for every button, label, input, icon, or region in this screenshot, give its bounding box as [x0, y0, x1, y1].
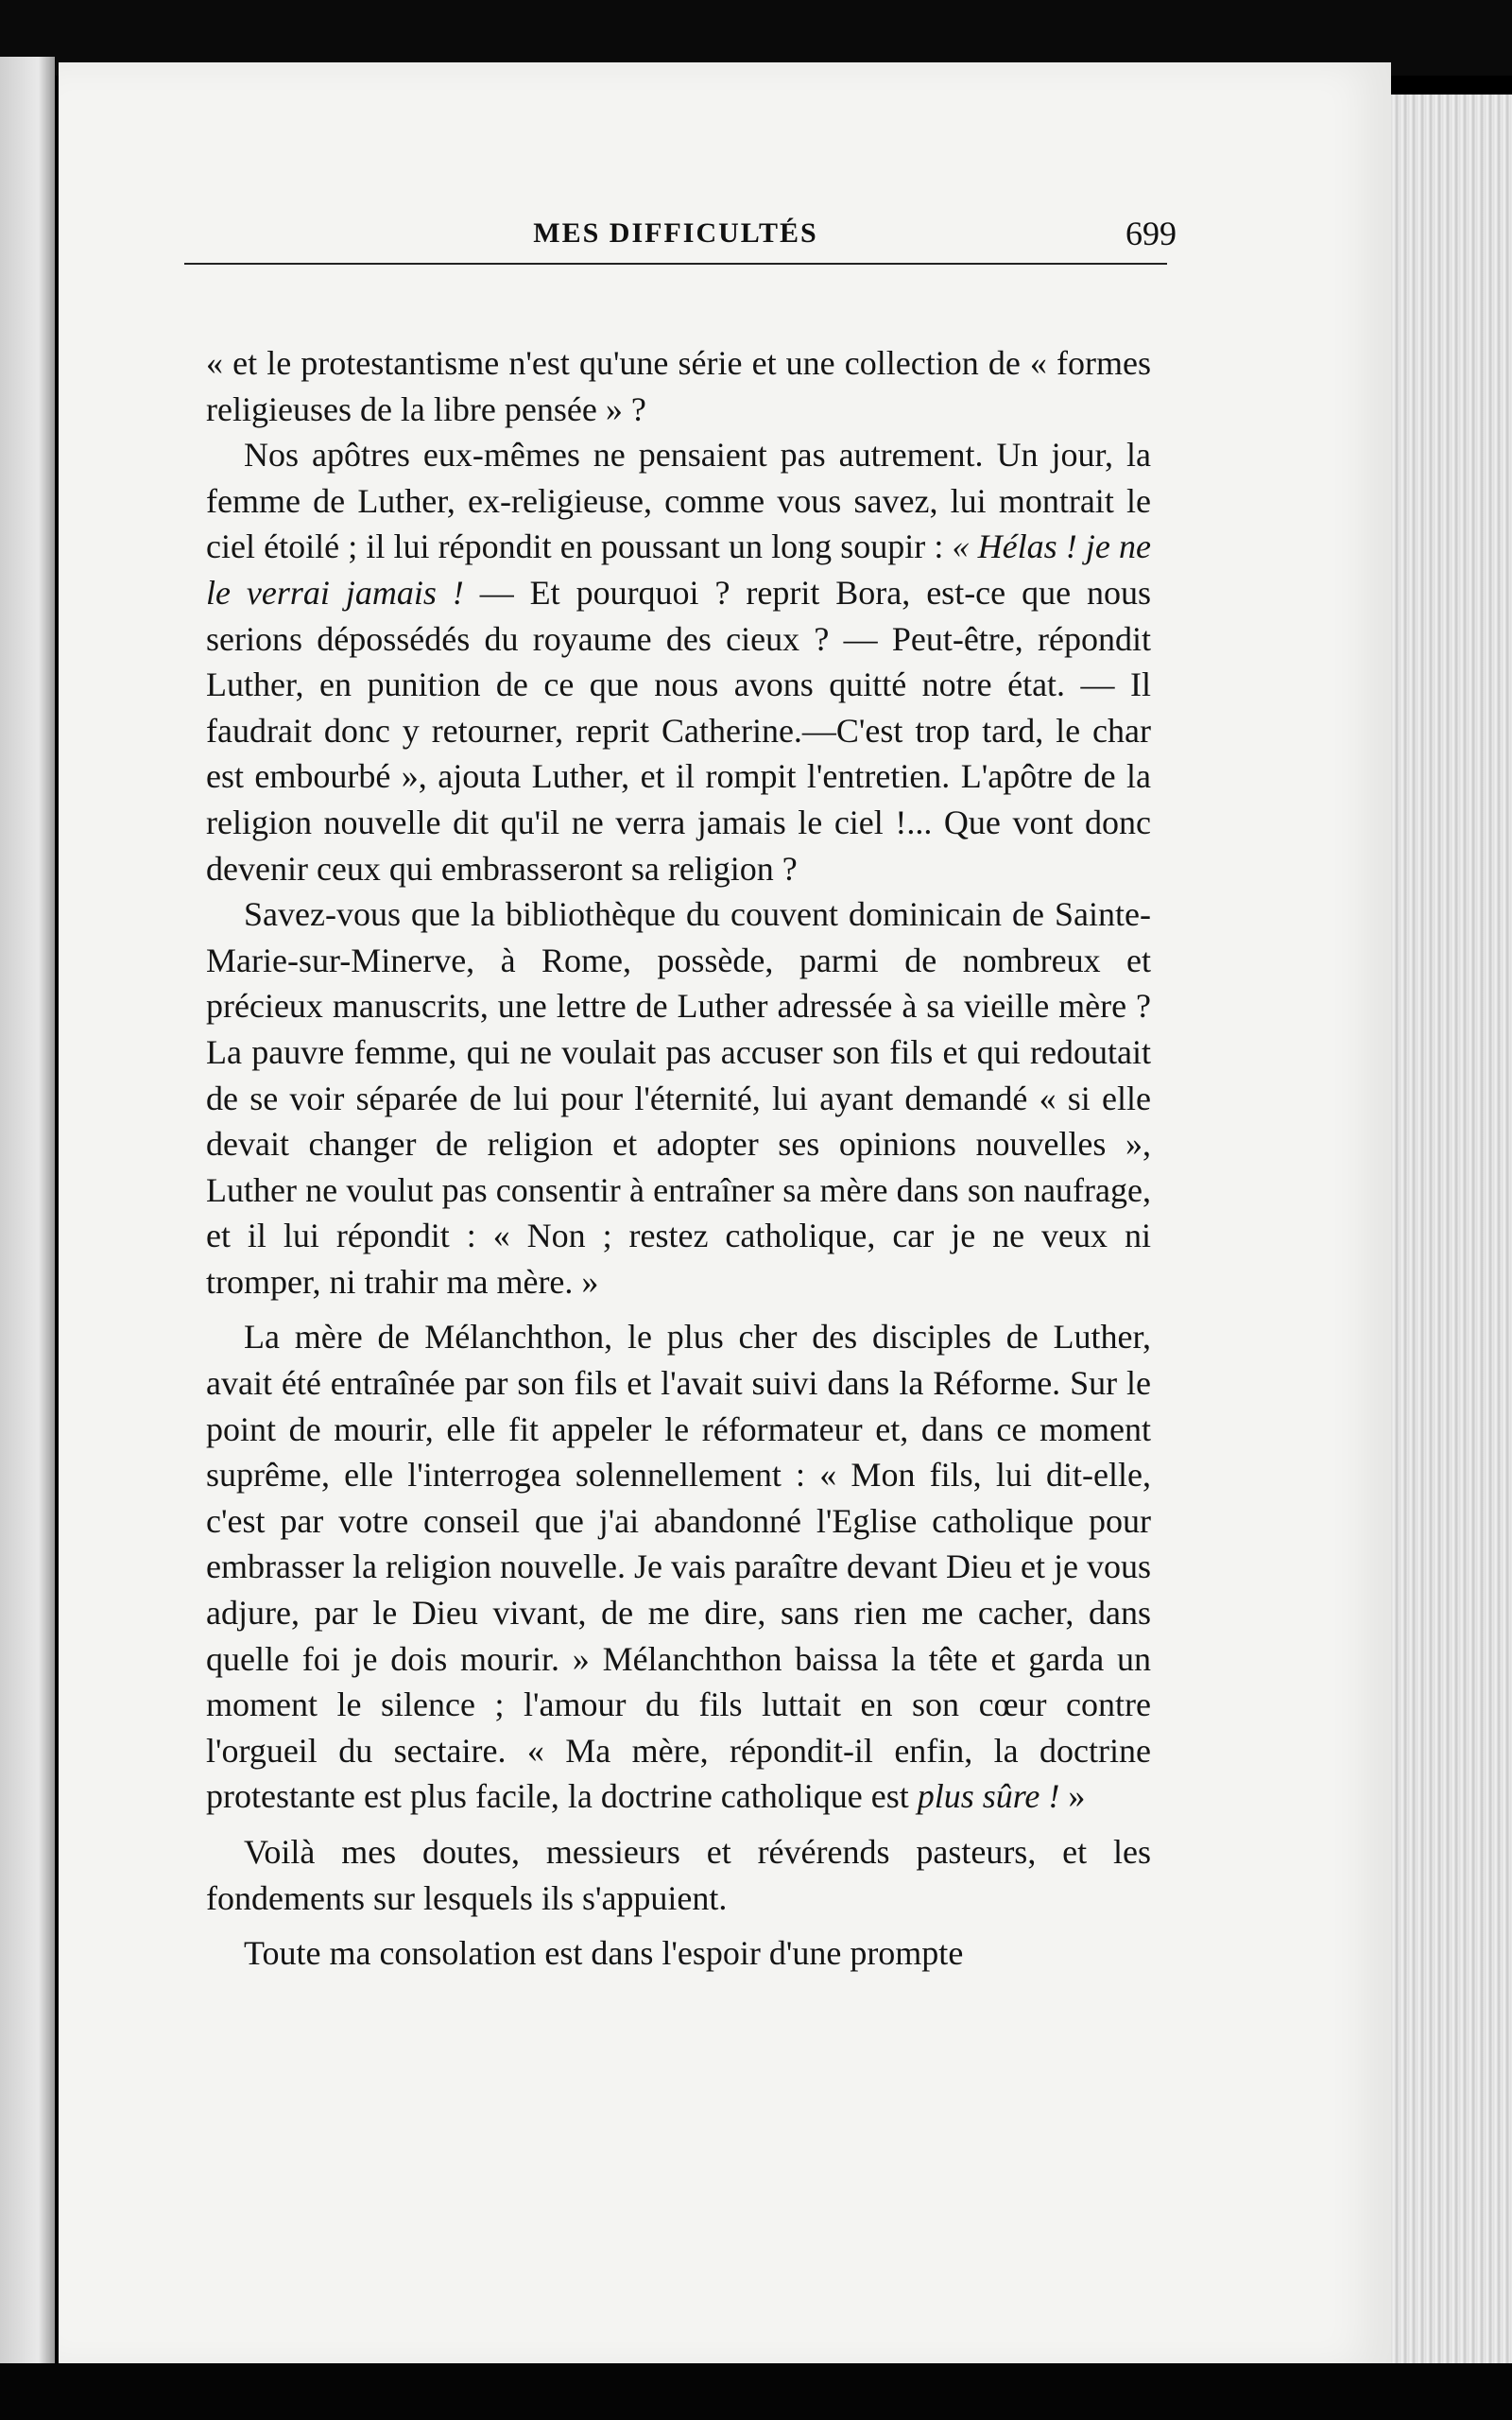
running-title: MES DIFFICULTÉS [533, 217, 818, 249]
body-text [206, 340, 1151, 1977]
running-header [184, 206, 1177, 265]
paragraph-4 [206, 1314, 1151, 1820]
paragraph-2 [206, 432, 1151, 891]
paragraph-1: « et le protestantisme n'est qu'une série et une collection de « formes religieuses de la libre pensée » ? [206, 344, 1151, 428]
paragraph-5: Voilà mes doutes, messieurs et révérends pasteurs, et les fondements sur lesquels ils s'appuient. [206, 1833, 1151, 1917]
paragraph-6: Toute ma consolation est dans l'espoir d'une prompte [244, 1934, 964, 1973]
paragraph-4-end: » [1059, 1777, 1086, 1816]
facing-page-edge [0, 57, 55, 2363]
page-stack-edges [1391, 95, 1512, 2382]
paragraph-4-start: La mère de Mélanchthon, le plus cher des disciples de Luther, avait été entraînée par son fils et l'avait suivi dans la Réforme. Sur le point de mourir, elle fit appeler le réformateur et, dans ce moment suprême, elle l'interrogea solennellement : « Mon fils, lui dit-elle, c'est par votre conseil que j'ai abandonné l'Eglise catholique pour embrasser la religion nouvelle. Je vais paraître devant Dieu et je vous adjure, par le Dieu vivant, de me dire, sans rien me cacher, dans quelle foi je dois mourir. » Mélanchthon baissa la tête et garda un moment le silence ; l'amour du fils luttait en son cœur contre l'orgueil du sectaire. « Ma mère, répondit-il enfin, la doctrine protestante est plus facile, la doctrine catholique est [206, 1318, 1151, 1816]
paragraph-3: Savez-vous que la bibliothèque du couvent dominicain de Sainte-Marie-sur-Minerve, à Rome, possède, parmi de nombreux et précieux manuscrits, une lettre de Luther adressée à sa vieille mère ? La pauvre femme, qui ne voulait pas accuser son fils et qui redoutait de se voir séparée de lui pour l'éternité, lui ayant demandé « si elle devait changer de religion et adopter ses opinions nouvelles », Luther ne voulut pas consentir à entraîner sa mère dans son naufrage, et il lui répondit : « Non ; restez catholique, car je ne veux ni tromper, ni trahir ma mère. » [206, 895, 1151, 1301]
scan-bottom-border [0, 2363, 1512, 2420]
paragraph-2-italic: « Hélas ! je ne le verrai jamais ! [206, 527, 1151, 612]
paragraph-4-italic: plus sûre ! [917, 1777, 1060, 1816]
paragraph-2-start: Nos apôtres eux-mêmes ne pensaient pas autrement. Un jour, la femme de Luther, ex-religieuse, comme vous savez, lui montrait le ciel étoilé ; il lui répondit en poussant un long soupir : [206, 436, 1151, 566]
paragraph-2-end: — Et pourquoi ? reprit Bora, est-ce que nous serions dépossédés du royaume des cieux ? — Peut-être, répondit Luther, en punition de ce que nous avons quitté notre état. — Il faudrait donc y retourner, reprit Catherine.—C'est trop tard, le char est embourbé », ajouta Luther, et il rompit l'entretien. L'apôtre de la religion nouvelle dit qu'il ne verra jamais le ciel !... Que vont donc devenir ceux qui embrasseront sa religion ? [206, 573, 1151, 888]
page-number: 699 [1125, 215, 1177, 252]
